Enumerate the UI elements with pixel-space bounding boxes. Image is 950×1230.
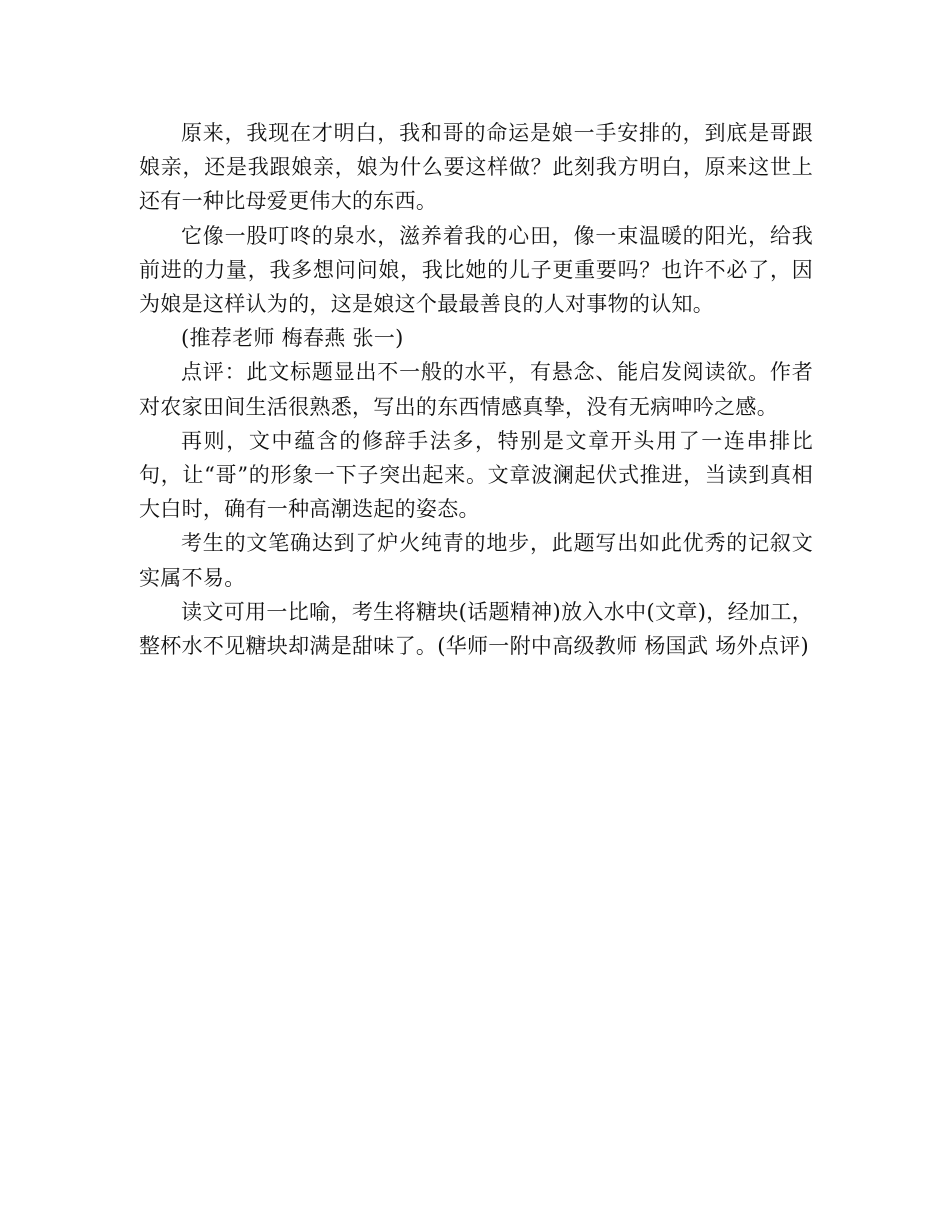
comment-paragraph-3: 考生的文笔确达到了炉火纯青的地步，此题写出如此优秀的记叙文实属不易。 xyxy=(139,531,813,590)
paragraph-spring-metaphor: 它像一股叮咚的泉水，滋养着我的心田，像一束温暖的阳光，给我前进的力量，我多想问问娘，我比她的儿子更重要吗？也许不必了，因为娘是这样认为的，这是娘这个最最善良的人对事物的认知。 xyxy=(139,223,813,317)
paragraph-revelation: 原来，我现在才明白，我和哥的命运是娘一手安排的，到底是哥跟娘亲，还是我跟娘亲，娘为什么要这样做？此刻我方明白，原来这世上还有一种比母爱更伟大的东西。 xyxy=(139,121,813,214)
recommending-teachers: (推荐老师 梅春燕 张一) xyxy=(181,326,404,351)
comment-paragraph-4: 读文可用一比喻，考生将糖块(话题精神)放入水中(文章)，经加工，整杯水不见糖块却满是甜味了。(华师一附中高级教师 杨国武 场外点评) xyxy=(139,599,813,659)
comment-paragraph-1: 点评：此文标题显出不一般的水平，有悬念、能启发阅读欲。作者对农家田间生活很熟悉，写出的东西情感真挚，没有无病呻吟之感。 xyxy=(139,360,813,419)
document-body xyxy=(139,116,813,663)
comment-paragraph-2: 再则，文中蕴含的修辞手法多，特别是文章开头用了一连串排比句，让“哥”的形象一下子突出起来。文章波澜起伏式推进，当读到真相大白时，确有一种高潮迭起的姿态。 xyxy=(139,428,813,522)
